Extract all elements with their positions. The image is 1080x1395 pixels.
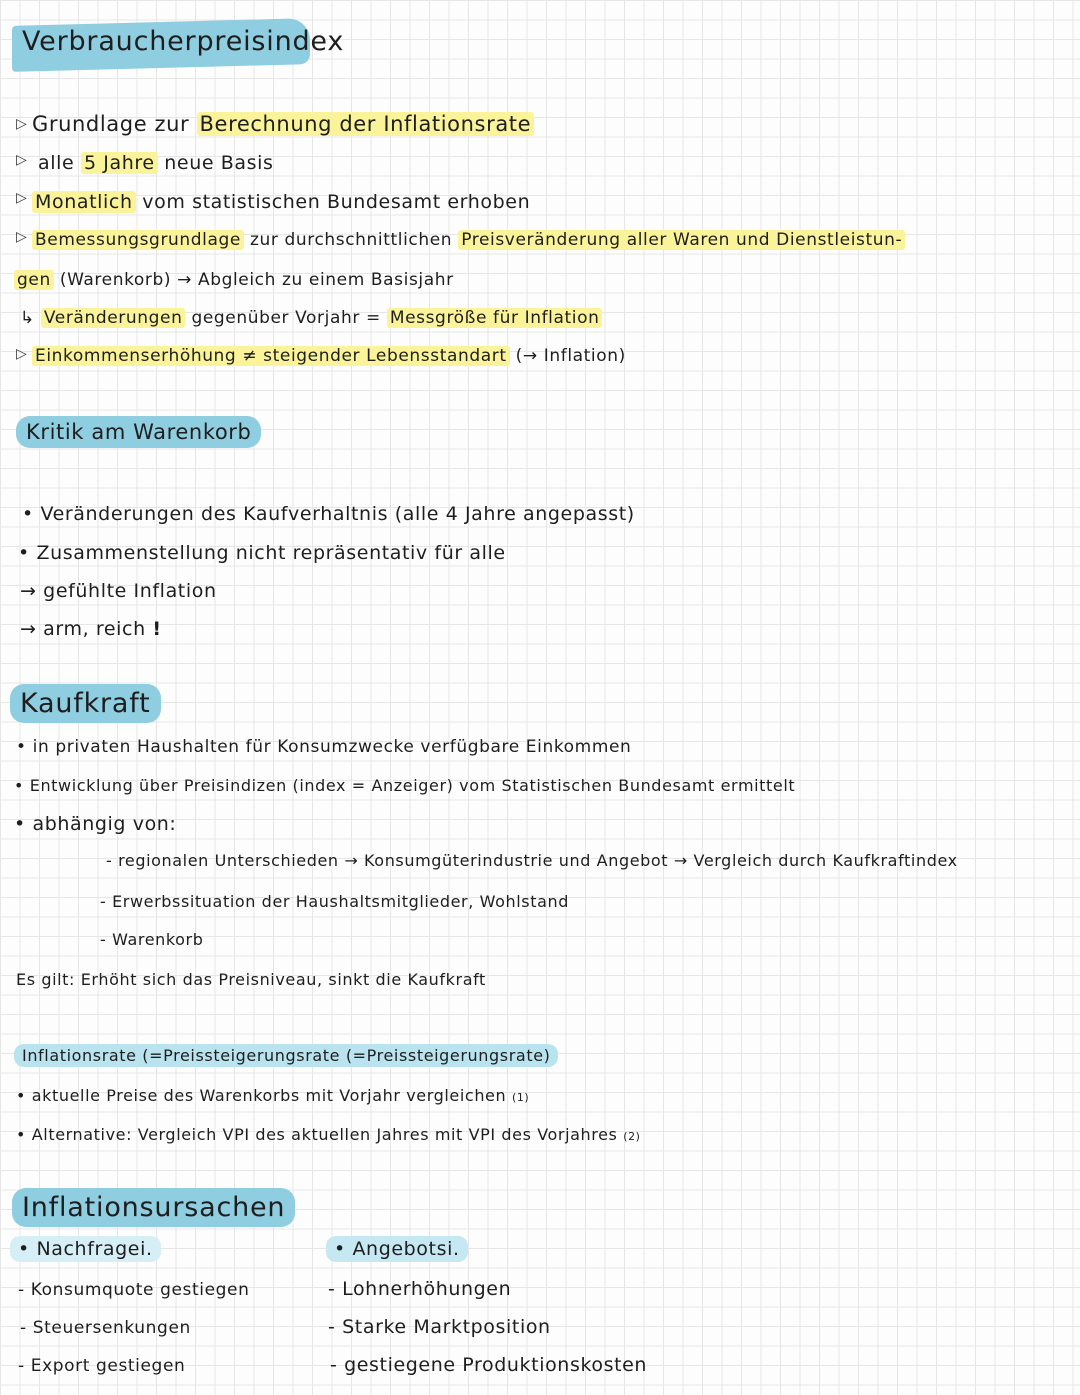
vpi-line-4: Bemessungsgrundlage zur durchschnittlichen Preisveränderung aller Waren und Dienstleistun- <box>32 230 905 250</box>
ursachen-left-item: - Export gestiegen <box>18 1356 186 1376</box>
ursachen-right-item: - Lohnerhöhungen <box>328 1278 512 1300</box>
kaufkraft-line-1: • in privaten Haushalten für Konsumzwecke verfügbare Einkommen <box>16 737 632 757</box>
kaufkraft-line-2: • Entwicklung über Preisindizen (index = Anzeiger) vom Statistischen Bundesamt ermittelt <box>14 776 796 795</box>
triangle-bullet-icon: ▷ <box>16 346 27 362</box>
kaufkraft-sub-3: - Warenkorb <box>100 930 204 949</box>
ursachen-right-heading: • Angebotsi. <box>326 1238 468 1261</box>
kaufkraft-heading: Kaufkraft <box>10 688 161 720</box>
inflationsrate-heading: Inflationsrate (=Preissteigerungsrate (=Preissteigerungsrate) <box>14 1046 558 1065</box>
ursachen-left-item: - Konsumquote gestiegen <box>18 1280 250 1300</box>
kritik-line-3: → gefühlte Inflation <box>20 580 217 602</box>
vpi-line-7: Einkommenserhöhung ≠ steigender Lebensstandart (→ Inflation) <box>32 346 626 366</box>
triangle-bullet-icon: ▷ <box>16 116 27 132</box>
vpi-line-5: gen (Warenkorb) → Abgleich zu einem Basisjahr <box>14 270 454 290</box>
vpi-line-1: Grundlage zur Berechnung der Inflationsrate <box>32 112 534 137</box>
kaufkraft-line-3: • abhängig von: <box>14 813 177 835</box>
triangle-bullet-icon: ▷ <box>16 190 27 206</box>
ursachen-right-item: - Starke Marktposition <box>328 1316 551 1338</box>
page-title: Verbraucherpreisindex <box>22 26 345 57</box>
kritik-line-2: • Zusammenstellung nicht repräsentativ für alle <box>18 542 506 564</box>
ursachen-left-item: - Steuersenkungen <box>20 1318 191 1338</box>
inflationsrate-line-2: • Alternative: Vergleich VPI des aktuellen Jahres mit VPI des Vorjahres (2) <box>16 1125 641 1144</box>
kritik-line-1: • Veränderungen des Kaufverhaltnis (alle 4 Jahre angepasst) <box>22 503 635 525</box>
ursachen-left-heading: • Nachfragei. <box>10 1238 161 1261</box>
kaufkraft-rule: Es gilt: Erhöht sich das Preisniveau, sinkt die Kaufkraft <box>16 970 486 989</box>
vpi-line-3: Monatlich vom statistischen Bundesamt erhoben <box>32 191 530 214</box>
ursachen-right-item: - gestiegene Produktionskosten <box>330 1354 648 1376</box>
triangle-bullet-icon: ▷ <box>16 152 27 168</box>
vpi-line-2: alle 5 Jahre neue Basis <box>38 152 274 174</box>
kritik-heading: Kritik am Warenkorb <box>16 420 261 445</box>
triangle-bullet-icon: ▷ <box>16 229 27 245</box>
inflationsrate-line-1: • aktuelle Preise des Warenkorbs mit Vorjahr vergleichen (1) <box>16 1086 530 1105</box>
kritik-line-4: → arm, reich ! <box>20 618 162 640</box>
kaufkraft-sub-2: - Erwerbssituation der Haushaltsmitglieder, Wohlstand <box>100 892 569 911</box>
kaufkraft-sub-1: - regionalen Unterschieden → Konsumgüterindustrie und Angebot → Vergleich durch Kaufkraftindex <box>106 851 958 870</box>
vpi-line-6: ↳ Veränderungen gegenüber Vorjahr = Messgröße für Inflation <box>20 308 602 328</box>
ursachen-heading: Inflationsursachen <box>12 1192 295 1224</box>
